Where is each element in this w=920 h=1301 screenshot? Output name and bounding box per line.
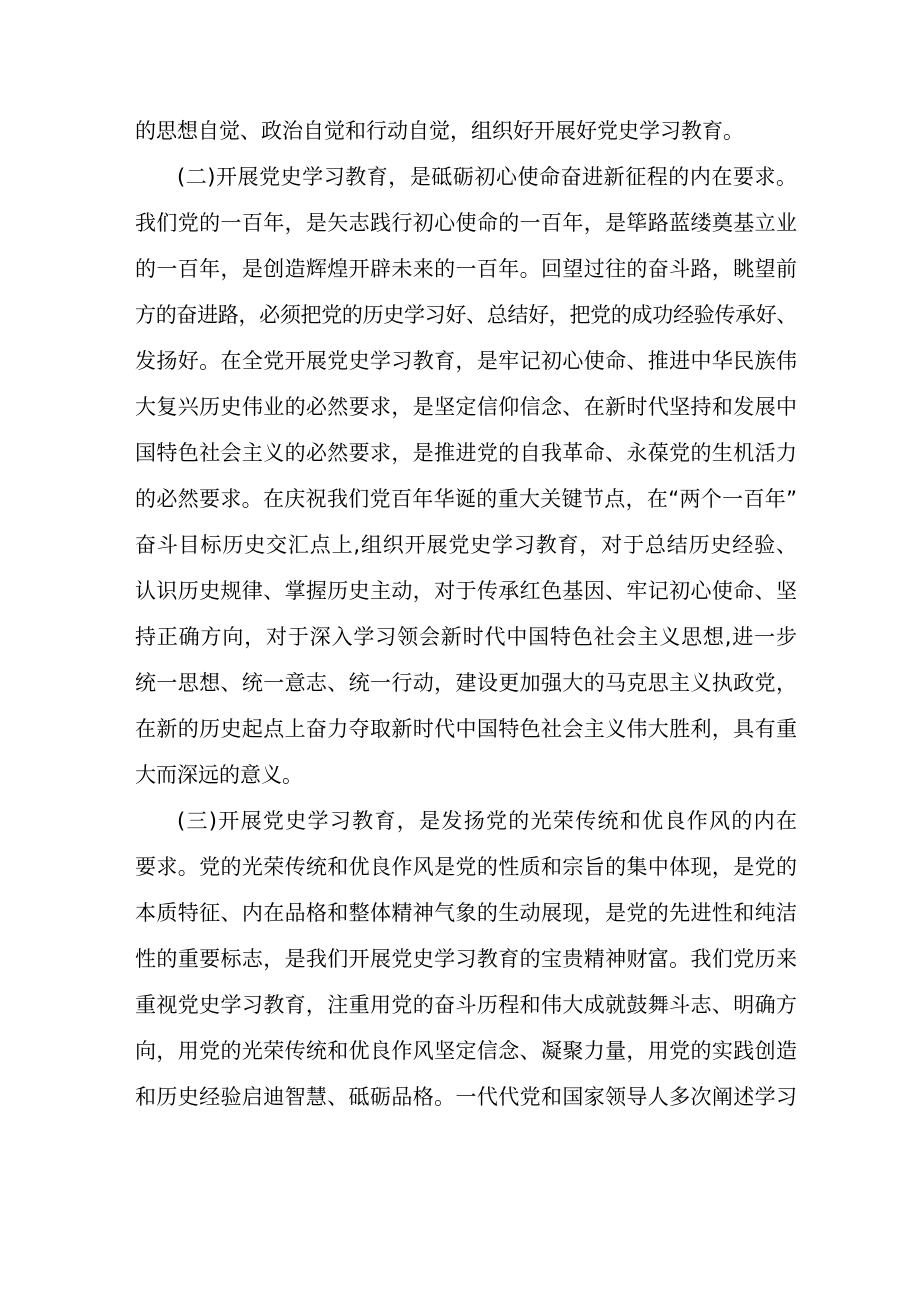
text-line: 大而深远的意义。 xyxy=(135,763,303,787)
text-line: 的思想自觉、政治自觉和行动自觉，组织好开展好党史学习教育。 xyxy=(135,119,744,143)
text-line: 我们党的一百年，是矢志践行初心使命的一百年，是筚路蓝缕奠基立业 xyxy=(135,211,797,235)
text-line: 重视党史学习教育，注重用党的奋斗历程和伟大成就鼓舞斗志、明确方 xyxy=(135,993,797,1017)
document-body xyxy=(135,108,797,1120)
text-line: 奋斗目标历史交汇点上,组织开展党史学习教育，对于总结历史经验、 xyxy=(135,533,797,557)
text-line: 本质特征、内在品格和整体精神气象的生动展现，是党的先进性和纯洁 xyxy=(135,901,797,925)
text-line: 的必然要求。在庆祝我们党百年华诞的重大关键节点，在“两个一百年” xyxy=(135,487,797,511)
text-line: 发扬好。在全党开展党史学习教育，是牢记初心使命、推进中华民族伟 xyxy=(135,349,797,373)
section-heading-line: (三)开展党史学习教育，是发扬党的光荣传统和优良作风的内在 xyxy=(177,809,797,833)
text-line: 向，用党的光荣传统和优良作风坚定信念、凝聚力量，用党的实践创造 xyxy=(135,1039,797,1063)
text-line: 持正确方向，对于深入学习领会新时代中国特色社会主义思想,进一步 xyxy=(135,625,797,649)
text-line: 国特色社会主义的必然要求，是推进党的自我革命、永葆党的生机活力 xyxy=(135,441,797,465)
text-line: 的一百年，是创造辉煌开辟未来的一百年。回望过往的奋斗路，眺望前 xyxy=(135,257,797,281)
text-line: 认识历史规律、掌握历史主动，对于传承红色基因、牢记初心使命、坚 xyxy=(135,579,797,603)
text-line: 大复兴历史伟业的必然要求，是坚定信仰信念、在新时代坚持和发展中 xyxy=(135,395,797,419)
text-line: 和历史经验启迪智慧、砥砺品格。一代代党和国家领导人多次阐述学习 xyxy=(135,1085,797,1109)
text-line: 统一思想、统一意志、统一行动，建设更加强大的马克思主义执政党， xyxy=(135,671,797,695)
text-line: 方的奋进路，必须把党的历史学习好、总结好，把党的成功经验传承好、 xyxy=(135,303,798,327)
text-line: 要求。党的光荣传统和优良作风是党的性质和宗旨的集中体现，是党的 xyxy=(135,855,797,879)
text-line: 在新的历史起点上奋力夺取新时代中国特色社会主义伟大胜利，具有重 xyxy=(135,717,797,741)
text-line: 性的重要标志，是我们开展党史学习教育的宝贵精神财富。我们党历来 xyxy=(135,947,797,971)
section-heading-line: (二)开展党史学习教育，是砥砺初心使命奋进新征程的内在要求。 xyxy=(177,165,797,189)
